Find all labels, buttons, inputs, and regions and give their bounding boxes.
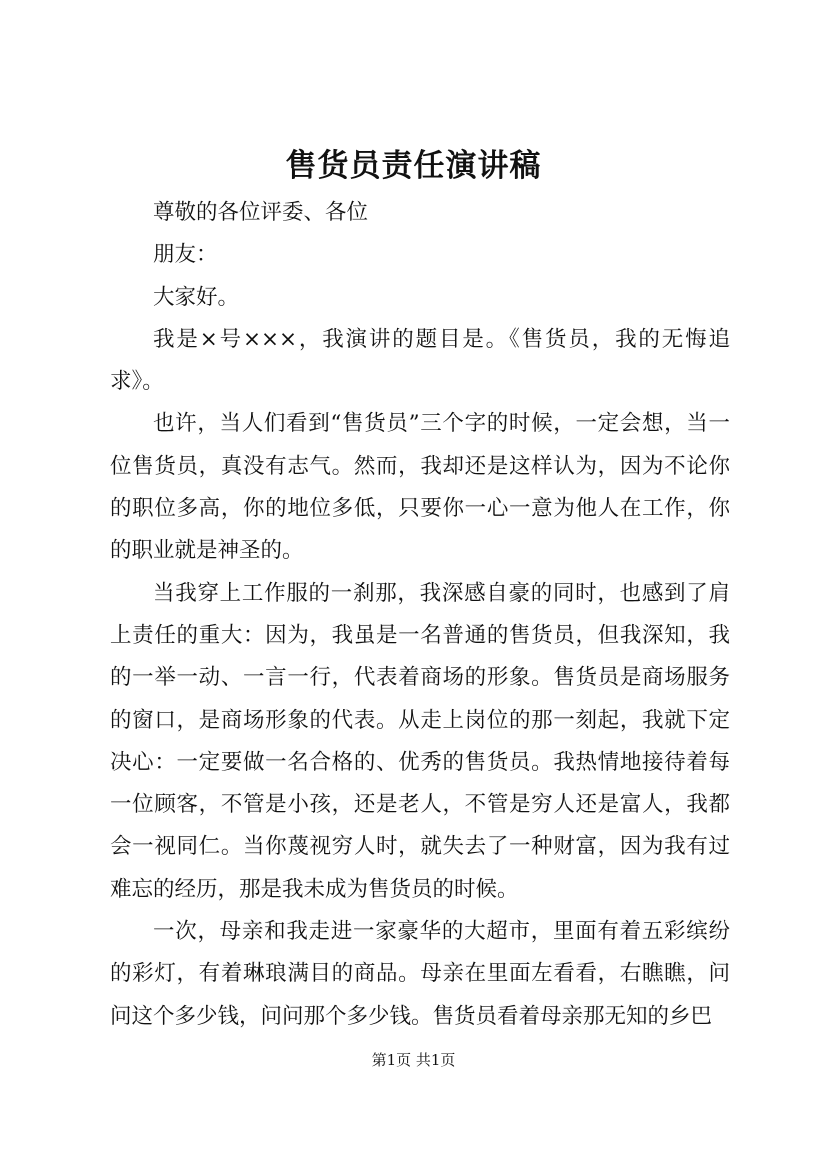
document-title: 售货员责任演讲稿 <box>285 148 542 184</box>
paragraph-salutation: 尊敬的各位评委、各位 <box>153 200 369 225</box>
paragraph-story: 一次，母亲和我走进一家豪华的大超市，里面有着五彩缤纷的彩灯，有着琳琅满目的商品。母亲在里面左看看，右瞧瞧，问问这个多少钱，问问那个多少钱。售货员看着母亲那无知的乡巴 <box>110 919 730 1029</box>
paragraph-greeting: 大家好。 <box>153 284 240 310</box>
paragraph-introduction: 我是×号×××，我演讲的题目是。《售货员，我的无悔追求》。 <box>110 326 730 395</box>
paragraph-salutation-cont: 朋友： <box>153 242 218 268</box>
page-footer: 第1页 共1页 <box>371 1051 456 1069</box>
paragraph-responsibility: 当我穿上工作服的一刹那，我深感自豪的同时，也感到了肩上责任的重大：因为，我虽是一名普通的售货员，但我深知，我的一举一动、一言一行，代表着商场的形象。售货员是商场服务的窗口，是商场形象的代表。从走上岗位的那一刻起，我就下定决心：一定要做一名合格的、优秀的售货员。我热情地接待着每一位顾客，不管是小孩，还是老人，不管是穷人还是富人，我都会一视同仁。当你蔑视穷人时，就失去了一种财富，因为我有过难忘的经历，那是我未成为售货员的时候。 <box>110 580 730 902</box>
document-body <box>110 192 730 1038</box>
paragraph-perhaps: 也许，当人们看到“售货员”三个字的时候，一定会想，当一位售货员，真没有志气。然而，我却还是这样认为，因为不论你的职位多高，你的地位多低，只要你一心一意为他人在工作，你的职业就是神圣的。 <box>110 411 730 564</box>
